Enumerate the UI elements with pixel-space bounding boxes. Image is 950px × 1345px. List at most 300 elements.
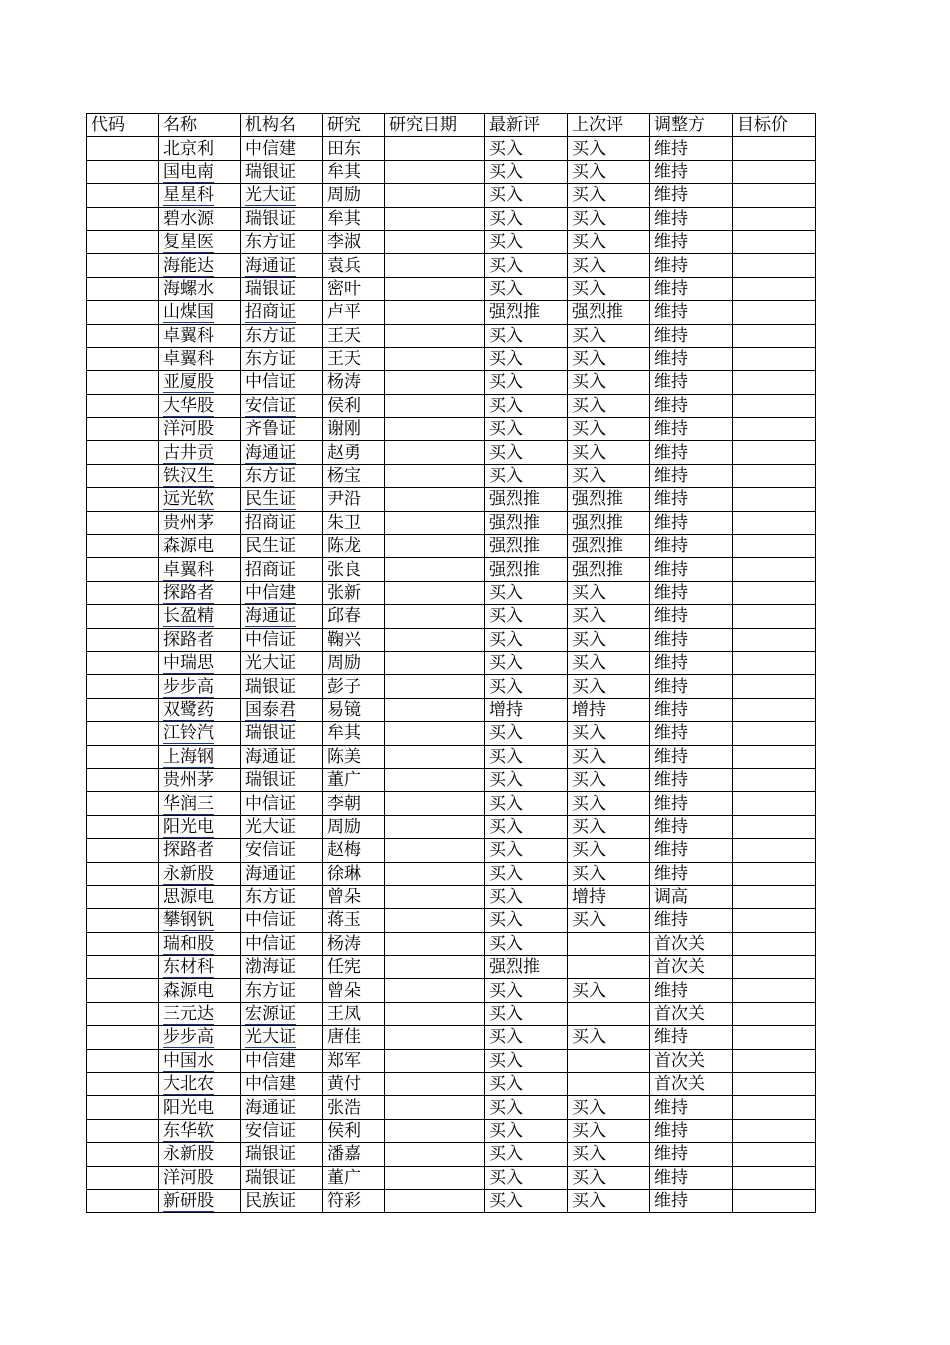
cell-target-price[interactable] [733,371,816,394]
cell-name[interactable] [159,1073,241,1096]
cell-research-date[interactable] [385,909,485,932]
cell-institution[interactable] [241,581,323,604]
cell-target-price[interactable] [733,651,816,674]
column-header-institution[interactable]: 机构名 [241,114,323,137]
cell-analyst[interactable]: 牟其 [323,160,385,183]
cell-previous-rating[interactable]: 买入 [568,464,650,487]
cell-code[interactable] [87,464,159,487]
cell-previous-rating[interactable]: 买入 [568,207,650,230]
cell-adjustment[interactable]: 维持 [650,301,733,324]
cell-adjustment[interactable]: 维持 [650,1119,733,1142]
cell-institution[interactable]: 瑞银证 [241,1143,323,1166]
cell-code[interactable] [87,184,159,207]
cell-institution[interactable]: 瑞银证 [241,277,323,300]
cell-target-price[interactable] [733,324,816,347]
cell-hyperlink-text[interactable]: 招商证 [245,302,296,323]
cell-previous-rating[interactable]: 买入 [568,1166,650,1189]
cell-code[interactable] [87,1166,159,1189]
cell-previous-rating[interactable]: 强烈推 [568,301,650,324]
cell-name[interactable] [159,722,241,745]
cell-institution[interactable] [241,698,323,721]
cell-target-price[interactable] [733,768,816,791]
cell-analyst[interactable]: 杨涛 [323,932,385,955]
cell-previous-rating[interactable]: 买入 [568,230,650,253]
cell-code[interactable] [87,394,159,417]
cell-code[interactable] [87,301,159,324]
cell-code[interactable] [87,628,159,651]
cell-target-price[interactable] [733,207,816,230]
cell-research-date[interactable] [385,839,485,862]
cell-code[interactable] [87,1119,159,1142]
column-header-previous-rating[interactable]: 上次评 [568,114,650,137]
cell-latest-rating[interactable]: 买入 [485,1073,568,1096]
cell-hyperlink-text[interactable]: 安信证 [245,395,296,416]
cell-name[interactable] [159,184,241,207]
cell-previous-rating[interactable]: 买入 [568,675,650,698]
cell-name[interactable]: 探路者 [159,839,241,862]
cell-code[interactable] [87,932,159,955]
cell-previous-rating[interactable]: 买入 [568,160,650,183]
cell-name[interactable] [159,230,241,253]
cell-previous-rating[interactable]: 买入 [568,979,650,1002]
cell-research-date[interactable] [385,651,485,674]
cell-institution[interactable] [241,605,323,628]
cell-target-price[interactable] [733,815,816,838]
cell-code[interactable] [87,745,159,768]
cell-hyperlink-text[interactable]: 东华软 [163,1120,214,1141]
cell-latest-rating[interactable]: 买入 [485,581,568,604]
cell-name[interactable] [159,558,241,581]
cell-research-date[interactable] [385,535,485,558]
cell-target-price[interactable] [733,511,816,534]
cell-latest-rating[interactable]: 买入 [485,207,568,230]
cell-code[interactable] [87,347,159,370]
cell-hyperlink-text[interactable]: 山煤国 [163,302,214,323]
cell-code[interactable] [87,1189,159,1212]
cell-latest-rating[interactable]: 买入 [485,371,568,394]
cell-latest-rating[interactable]: 买入 [485,277,568,300]
cell-hyperlink-text[interactable]: 永新股 [163,863,214,884]
cell-research-date[interactable] [385,979,485,1002]
cell-previous-rating[interactable]: 买入 [568,137,650,160]
cell-previous-rating[interactable]: 买入 [568,347,650,370]
cell-hyperlink-text[interactable]: 大北农 [163,1074,214,1095]
cell-adjustment[interactable]: 维持 [650,745,733,768]
cell-previous-rating[interactable]: 买入 [568,768,650,791]
cell-previous-rating[interactable]: 买入 [568,441,650,464]
cell-target-price[interactable] [733,862,816,885]
cell-name[interactable]: 森源电 [159,535,241,558]
cell-latest-rating[interactable]: 买入 [485,885,568,908]
cell-adjustment[interactable]: 维持 [650,675,733,698]
cell-hyperlink-text[interactable]: 星星科 [163,185,214,206]
cell-research-date[interactable] [385,184,485,207]
cell-name[interactable] [159,792,241,815]
cell-adjustment[interactable]: 维持 [650,815,733,838]
cell-target-price[interactable] [733,254,816,277]
cell-hyperlink-text[interactable]: 海通证 [245,606,296,627]
cell-analyst[interactable]: 周励 [323,184,385,207]
column-header-adjustment[interactable]: 调整方 [650,114,733,137]
cell-analyst[interactable]: 朱卫 [323,511,385,534]
cell-research-date[interactable] [385,1049,485,1072]
cell-previous-rating[interactable] [568,1049,650,1072]
cell-code[interactable] [87,909,159,932]
cell-adjustment[interactable]: 维持 [650,394,733,417]
cell-target-price[interactable] [733,535,816,558]
cell-latest-rating[interactable]: 强烈推 [485,488,568,511]
cell-research-date[interactable] [385,160,485,183]
cell-name[interactable] [159,745,241,768]
cell-analyst[interactable]: 邱春 [323,605,385,628]
cell-analyst[interactable]: 陈龙 [323,535,385,558]
cell-code[interactable] [87,230,159,253]
cell-target-price[interactable] [733,932,816,955]
cell-research-date[interactable] [385,815,485,838]
cell-name[interactable] [159,301,241,324]
cell-analyst[interactable]: 牟其 [323,207,385,230]
cell-institution[interactable] [241,1026,323,1049]
cell-institution[interactable]: 海通证 [241,862,323,885]
cell-latest-rating[interactable]: 买入 [485,839,568,862]
cell-adjustment[interactable]: 维持 [650,558,733,581]
column-header-research-date[interactable]: 研究日期 [385,114,485,137]
cell-hyperlink-text[interactable]: 国泰君 [245,699,296,720]
cell-hyperlink-text[interactable]: 古井贡 [163,442,214,463]
cell-hyperlink-text[interactable]: 东材科 [163,957,214,978]
cell-hyperlink-text[interactable]: 华润三 [163,793,214,814]
cell-latest-rating[interactable]: 强烈推 [485,558,568,581]
cell-previous-rating[interactable]: 买入 [568,277,650,300]
cell-previous-rating[interactable]: 买入 [568,394,650,417]
cell-research-date[interactable] [385,605,485,628]
cell-target-price[interactable] [733,418,816,441]
cell-target-price[interactable] [733,1002,816,1025]
cell-target-price[interactable] [733,347,816,370]
cell-code[interactable] [87,1073,159,1096]
cell-code[interactable] [87,207,159,230]
cell-institution[interactable]: 招商证 [241,511,323,534]
cell-research-date[interactable] [385,956,485,979]
cell-research-date[interactable] [385,1026,485,1049]
cell-latest-rating[interactable]: 买入 [485,722,568,745]
cell-latest-rating[interactable]: 买入 [485,1096,568,1119]
cell-institution[interactable]: 齐鲁证 [241,418,323,441]
cell-code[interactable] [87,441,159,464]
column-header-latest-rating[interactable]: 最新评 [485,114,568,137]
cell-adjustment[interactable]: 维持 [650,698,733,721]
cell-hyperlink-text[interactable]: 远光软 [163,489,214,510]
cell-target-price[interactable] [733,160,816,183]
cell-target-price[interactable] [733,464,816,487]
cell-adjustment[interactable]: 维持 [650,418,733,441]
cell-institution[interactable]: 海通证 [241,1096,323,1119]
cell-analyst[interactable]: 董广 [323,768,385,791]
cell-name[interactable] [159,605,241,628]
cell-name[interactable] [159,394,241,417]
cell-research-date[interactable] [385,1073,485,1096]
cell-name[interactable] [159,675,241,698]
cell-code[interactable] [87,698,159,721]
cell-adjustment[interactable]: 维持 [650,347,733,370]
cell-hyperlink-text[interactable]: 大华股 [163,395,214,416]
cell-hyperlink-text[interactable]: 中信建 [245,583,296,603]
cell-code[interactable] [87,815,159,838]
cell-latest-rating[interactable]: 买入 [485,1049,568,1072]
cell-target-price[interactable] [733,1096,816,1119]
cell-code[interactable] [87,511,159,534]
cell-analyst[interactable]: 赵勇 [323,441,385,464]
cell-adjustment[interactable]: 维持 [650,535,733,558]
cell-institution[interactable] [241,301,323,324]
cell-adjustment[interactable]: 维持 [650,839,733,862]
cell-previous-rating[interactable]: 买入 [568,815,650,838]
cell-adjustment[interactable]: 维持 [650,137,733,160]
cell-adjustment[interactable]: 首次关 [650,932,733,955]
cell-target-price[interactable] [733,628,816,651]
cell-analyst[interactable]: 侯利 [323,1119,385,1142]
cell-adjustment[interactable]: 维持 [650,511,733,534]
cell-institution[interactable]: 东方证 [241,324,323,347]
cell-analyst[interactable]: 杨宝 [323,464,385,487]
cell-code[interactable] [87,488,159,511]
cell-analyst[interactable]: 周励 [323,651,385,674]
cell-latest-rating[interactable]: 增持 [485,698,568,721]
cell-latest-rating[interactable]: 买入 [485,909,568,932]
cell-code[interactable] [87,839,159,862]
cell-latest-rating[interactable]: 买入 [485,745,568,768]
cell-latest-rating[interactable]: 买入 [485,160,568,183]
cell-previous-rating[interactable]: 买入 [568,745,650,768]
cell-previous-rating[interactable]: 买入 [568,722,650,745]
cell-code[interactable] [87,371,159,394]
cell-research-date[interactable] [385,441,485,464]
cell-analyst[interactable]: 赵梅 [323,839,385,862]
cell-adjustment[interactable]: 维持 [650,581,733,604]
cell-latest-rating[interactable]: 买入 [485,605,568,628]
cell-research-date[interactable] [385,394,485,417]
cell-hyperlink-text[interactable]: 上海钢 [163,746,214,767]
cell-name[interactable] [159,862,241,885]
cell-adjustment[interactable]: 维持 [650,324,733,347]
cell-hyperlink-text[interactable]: 三元达 [163,1004,214,1025]
cell-hyperlink-text[interactable]: 步步高 [163,1027,214,1048]
cell-code[interactable] [87,768,159,791]
cell-previous-rating[interactable]: 买入 [568,324,650,347]
cell-adjustment[interactable]: 维持 [650,441,733,464]
cell-analyst[interactable]: 张良 [323,558,385,581]
cell-institution[interactable]: 瑞银证 [241,1166,323,1189]
cell-research-date[interactable] [385,137,485,160]
cell-research-date[interactable] [385,581,485,604]
cell-hyperlink-text[interactable]: 江铃汽 [163,723,214,744]
cell-adjustment[interactable]: 维持 [650,1189,733,1212]
cell-institution[interactable] [241,1002,323,1025]
cell-hyperlink-text[interactable]: 海能达 [163,255,214,276]
cell-research-date[interactable] [385,745,485,768]
cell-code[interactable] [87,324,159,347]
cell-name[interactable] [159,441,241,464]
cell-institution[interactable] [241,184,323,207]
cell-research-date[interactable] [385,885,485,908]
cell-hyperlink-text[interactable]: 中国水 [163,1050,214,1071]
cell-latest-rating[interactable]: 买入 [485,932,568,955]
cell-name[interactable] [159,464,241,487]
cell-hyperlink-text[interactable]: 中瑞思 [163,653,214,674]
cell-hyperlink-text[interactable]: 国电南 [163,161,214,182]
cell-previous-rating[interactable]: 买入 [568,418,650,441]
cell-institution[interactable]: 瑞银证 [241,207,323,230]
cell-code[interactable] [87,581,159,604]
cell-target-price[interactable] [733,745,816,768]
cell-analyst[interactable]: 王凤 [323,1002,385,1025]
cell-hyperlink-text[interactable]: 阳光电 [163,816,214,837]
cell-adjustment[interactable]: 维持 [650,488,733,511]
cell-adjustment[interactable]: 维持 [650,909,733,932]
cell-research-date[interactable] [385,1119,485,1142]
cell-code[interactable] [87,862,159,885]
cell-hyperlink-text[interactable]: 海通证 [245,442,296,463]
cell-previous-rating[interactable] [568,932,650,955]
cell-analyst[interactable]: 周励 [323,815,385,838]
cell-previous-rating[interactable]: 买入 [568,371,650,394]
cell-code[interactable] [87,418,159,441]
cell-adjustment[interactable]: 维持 [650,651,733,674]
cell-hyperlink-text[interactable]: 探路者 [163,583,214,603]
cell-research-date[interactable] [385,698,485,721]
cell-analyst[interactable]: 陈美 [323,745,385,768]
cell-institution[interactable]: 光大证 [241,815,323,838]
cell-target-price[interactable] [733,675,816,698]
cell-research-date[interactable] [385,1189,485,1212]
cell-name[interactable] [159,1026,241,1049]
cell-adjustment[interactable]: 首次关 [650,1002,733,1025]
cell-code[interactable] [87,1002,159,1025]
cell-latest-rating[interactable]: 买入 [485,1143,568,1166]
cell-previous-rating[interactable]: 买入 [568,581,650,604]
cell-analyst[interactable]: 卢平 [323,301,385,324]
cell-target-price[interactable] [733,184,816,207]
cell-target-price[interactable] [733,909,816,932]
cell-hyperlink-text[interactable]: 双鹭药 [163,699,214,720]
cell-research-date[interactable] [385,768,485,791]
cell-institution[interactable]: 东方证 [241,885,323,908]
cell-adjustment[interactable]: 维持 [650,1026,733,1049]
cell-latest-rating[interactable]: 买入 [485,441,568,464]
cell-latest-rating[interactable]: 买入 [485,324,568,347]
cell-code[interactable] [87,979,159,1002]
cell-target-price[interactable] [733,956,816,979]
cell-previous-rating[interactable] [568,1002,650,1025]
cell-institution[interactable]: 光大证 [241,651,323,674]
cell-analyst[interactable]: 徐琳 [323,862,385,885]
cell-code[interactable] [87,558,159,581]
cell-research-date[interactable] [385,1002,485,1025]
cell-previous-rating[interactable]: 强烈推 [568,558,650,581]
cell-analyst[interactable]: 王天 [323,347,385,370]
cell-research-date[interactable] [385,277,485,300]
cell-name[interactable] [159,909,241,932]
cell-adjustment[interactable]: 维持 [650,1143,733,1166]
cell-adjustment[interactable]: 维持 [650,628,733,651]
cell-research-date[interactable] [385,675,485,698]
cell-adjustment[interactable]: 维持 [650,207,733,230]
cell-hyperlink-text[interactable]: 瑞和股 [163,933,214,954]
cell-previous-rating[interactable]: 买入 [568,909,650,932]
cell-previous-rating[interactable]: 买入 [568,839,650,862]
cell-analyst[interactable]: 李朝 [323,792,385,815]
cell-previous-rating[interactable]: 强烈推 [568,488,650,511]
cell-name[interactable]: 北京利 [159,137,241,160]
cell-analyst[interactable]: 田东 [323,137,385,160]
cell-institution[interactable]: 渤海证 [241,956,323,979]
cell-analyst[interactable]: 鞠兴 [323,628,385,651]
cell-name[interactable] [159,1002,241,1025]
cell-latest-rating[interactable]: 买入 [485,651,568,674]
cell-adjustment[interactable]: 维持 [650,254,733,277]
cell-analyst[interactable]: 张浩 [323,1096,385,1119]
cell-code[interactable] [87,651,159,674]
cell-institution[interactable]: 中信证 [241,792,323,815]
cell-hyperlink-text[interactable]: 新研股 [163,1191,214,1212]
cell-hyperlink-text[interactable]: 攀钢钒 [163,910,214,931]
cell-target-price[interactable] [733,839,816,862]
cell-institution[interactable]: 中信建 [241,137,323,160]
cell-code[interactable] [87,722,159,745]
cell-institution[interactable]: 招商证 [241,558,323,581]
cell-name[interactable]: 碧水源 [159,207,241,230]
cell-research-date[interactable] [385,230,485,253]
cell-previous-rating[interactable]: 买入 [568,862,650,885]
cell-name[interactable]: 海螺水 [159,277,241,300]
cell-institution[interactable]: 民生证 [241,535,323,558]
cell-previous-rating[interactable]: 买入 [568,651,650,674]
cell-research-date[interactable] [385,1143,485,1166]
cell-adjustment[interactable]: 首次关 [650,1049,733,1072]
cell-analyst[interactable]: 蒋玉 [323,909,385,932]
cell-hyperlink-text[interactable]: 长盈精 [163,606,214,627]
cell-analyst[interactable]: 密叶 [323,277,385,300]
cell-analyst[interactable]: 曾朵 [323,979,385,1002]
cell-adjustment[interactable]: 维持 [650,230,733,253]
cell-name[interactable] [159,1189,241,1212]
cell-code[interactable] [87,535,159,558]
cell-code[interactable] [87,792,159,815]
cell-previous-rating[interactable]: 增持 [568,698,650,721]
cell-target-price[interactable] [733,1143,816,1166]
cell-institution[interactable]: 瑞银证 [241,768,323,791]
cell-latest-rating[interactable]: 买入 [485,137,568,160]
cell-name[interactable]: 卓翼科 [159,324,241,347]
cell-target-price[interactable] [733,722,816,745]
cell-institution[interactable]: 中信建 [241,1073,323,1096]
cell-analyst[interactable]: 李淑 [323,230,385,253]
cell-latest-rating[interactable]: 买入 [485,628,568,651]
cell-hyperlink-text[interactable]: 复星医 [163,232,214,253]
cell-institution[interactable]: 中信建 [241,1049,323,1072]
cell-name[interactable] [159,371,241,394]
cell-target-price[interactable] [733,979,816,1002]
cell-target-price[interactable] [733,230,816,253]
cell-name[interactable] [159,254,241,277]
cell-name[interactable] [159,581,241,604]
cell-name[interactable]: 洋河股 [159,1166,241,1189]
cell-hyperlink-text[interactable]: 步步高 [163,676,214,697]
cell-hyperlink-text[interactable]: 卓翼科 [163,559,214,580]
cell-latest-rating[interactable]: 买入 [485,675,568,698]
cell-latest-rating[interactable]: 强烈推 [485,535,568,558]
cell-previous-rating[interactable] [568,956,650,979]
